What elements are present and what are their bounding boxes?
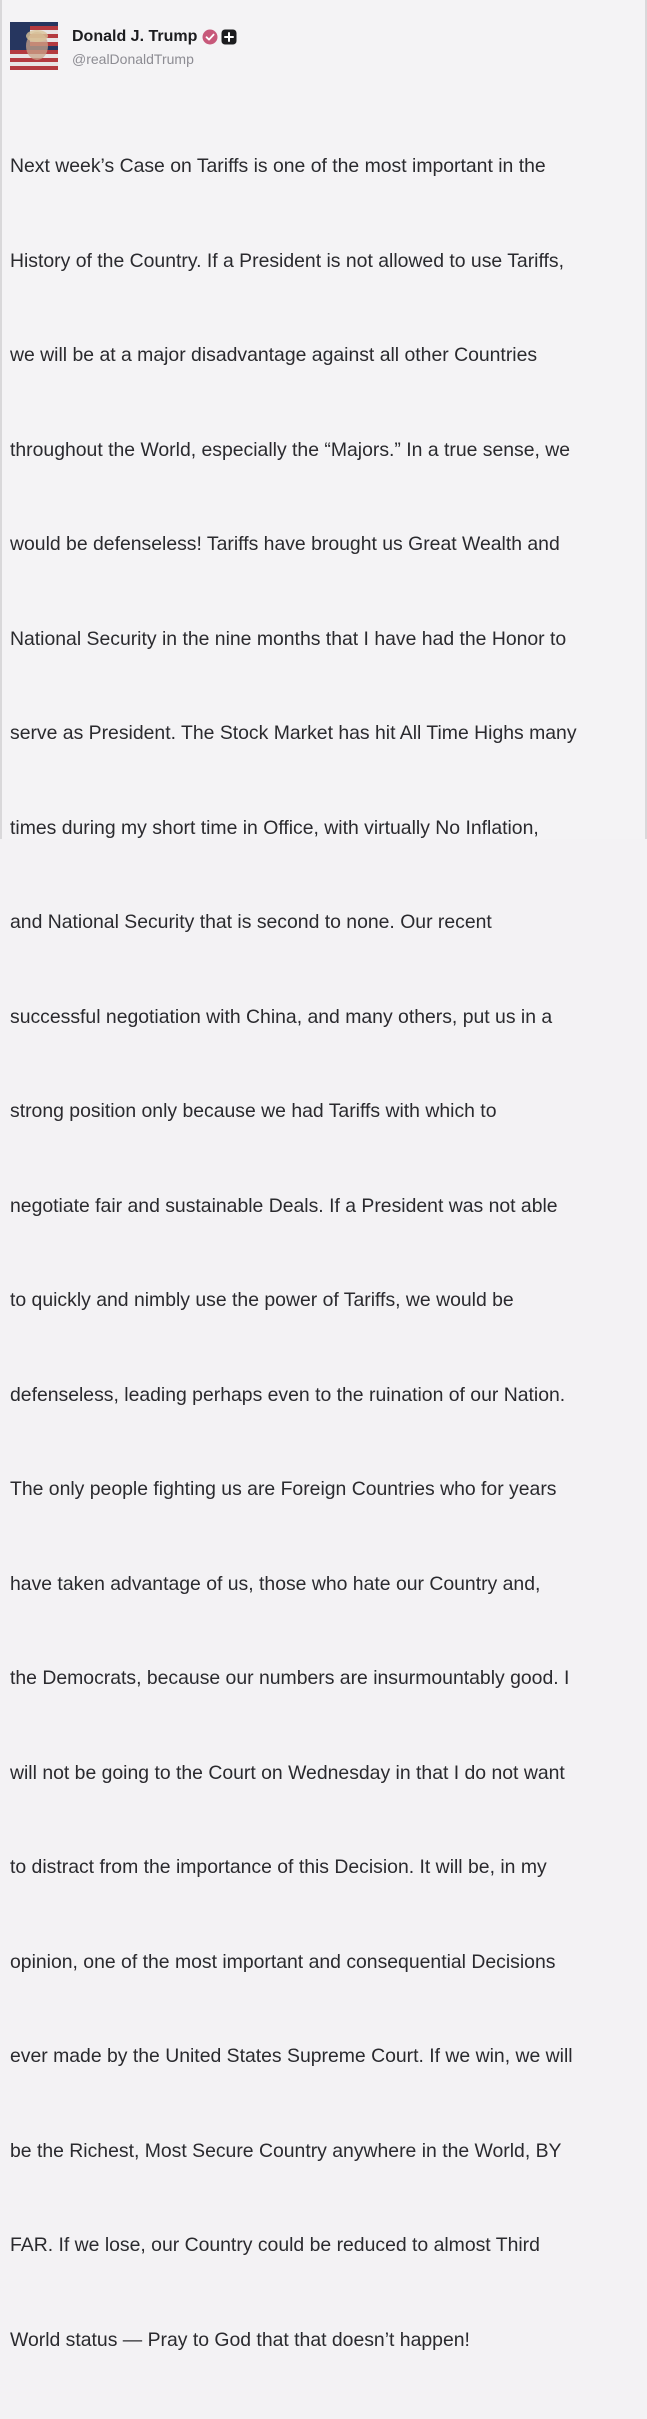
post-line: we will be at a major disadvantage against all other Countries — [10, 344, 538, 366]
post-line: throughout the World, especially the “Majors.” In a true sense, we — [10, 438, 571, 461]
post-line: negotiate fair and sustainable Deals. If a President was not able — [10, 1194, 558, 1217]
post-line: the Democrats, because our numbers are insurmountably good. I — [10, 1667, 570, 1689]
avatar[interactable] — [10, 22, 58, 70]
post-line: be the Richest, Most Secure Country anywhere in the World, BY — [10, 2139, 562, 2162]
name-row — [72, 26, 237, 48]
post-line: Next week’s Case on Tariffs is one of the most important in the — [10, 155, 546, 177]
post-line: to quickly and nimbly use the power of Tariffs, we would be — [10, 1289, 514, 1311]
avatar-flag-icon — [10, 22, 58, 70]
post-line: FAR. If we lose, our Country could be reduced to almost Third — [10, 2234, 540, 2256]
post-line: World status — Pray to God that that doesn’t happen! — [10, 2328, 470, 2351]
author-handle[interactable]: @realDonaldTrump — [72, 51, 194, 67]
author-display-name[interactable]: Donald J. Trump — [72, 28, 198, 45]
post-line: ever made by the United States Supreme Court. If we win, we will — [10, 2045, 573, 2067]
post-header — [10, 22, 237, 74]
post-line: strong position only because we had Tariffs with which to — [10, 1100, 497, 1122]
post-line: History of the Country. If a President is not allowed to use Tariffs, — [10, 249, 564, 272]
post-line: and National Security that is second to none. Our recent — [10, 911, 492, 933]
post-line: would be defenseless! Tariffs have brought us Great Wealth and — [10, 533, 560, 555]
post-line: defenseless, leading perhaps even to the ruination of our Nation. — [10, 1383, 566, 1406]
post-line: opinion, one of the most important and consequential Decisions — [10, 1950, 556, 1973]
post-line: The only people fighting us are Foreign Countries who for years — [10, 1478, 557, 1500]
post-line: successful negotiation with China, and many others, put us in a — [10, 1005, 553, 1028]
verified-badge-icon — [202, 29, 218, 45]
post-line: times during my short time in Office, with virtually No Inflation, — [10, 816, 539, 839]
post-text — [10, 88, 644, 2419]
plus-square-icon — [221, 29, 237, 45]
post-line: to distract from the importance of this Decision. It will be, in my — [10, 1856, 547, 1878]
post-line: National Security in the nine months that I have had the Honor to — [10, 627, 567, 650]
post-line: have taken advantage of us, those who hate our Country and, — [10, 1572, 541, 1595]
author-info — [72, 26, 237, 67]
post-line: serve as President. The Stock Market has hit All Time Highs many — [10, 722, 577, 744]
post-line: will not be going to the Court on Wednesday in that I do not want — [10, 1761, 565, 1784]
